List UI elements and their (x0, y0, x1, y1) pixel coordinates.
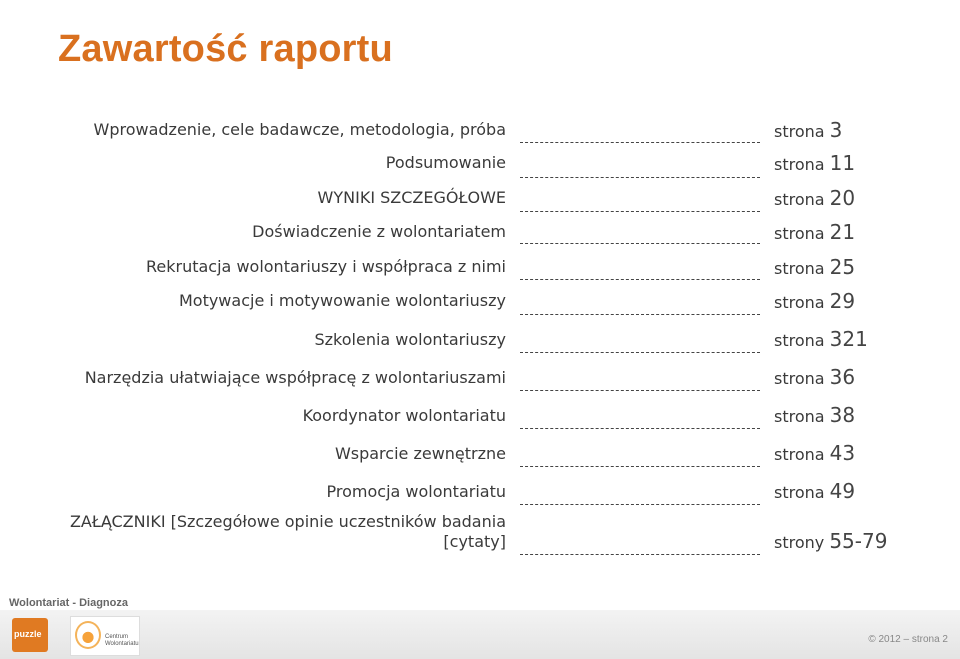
toc-leader (520, 279, 760, 280)
toc-page-number: 36 (829, 365, 856, 389)
toc-page-word: strona (774, 407, 825, 426)
toc-page (774, 329, 868, 351)
toc-leader (520, 428, 760, 429)
toc-page-number: 20 (829, 186, 856, 210)
footer-title: Wolontariat - Diagnoza (9, 597, 128, 609)
toc-leader (520, 504, 760, 505)
footer-page-number: © 2012 – strona 2 (868, 634, 948, 645)
toc-label: Rekrutacja wolontariuszy i współpraca z nimi (146, 257, 506, 276)
toc-leader (520, 390, 760, 391)
toc-label: Podsumowanie (385, 153, 506, 172)
toc-page-word: strona (774, 369, 825, 388)
toc-leader (520, 466, 760, 467)
toc-page-number: 21 (829, 220, 856, 244)
toc-page-number: 49 (829, 479, 856, 503)
toc-label: Narzędzia ułatwiające współpracę z wolontariuszami (84, 368, 506, 387)
toc-page-word: strona (774, 445, 825, 464)
toc-page-number: 29 (829, 289, 856, 313)
toc-page-number: 11 (829, 151, 856, 175)
toc-page-word: strona (774, 224, 825, 243)
toc-page-word: strony (774, 533, 825, 552)
toc-label: Szkolenia wolontariuszy (314, 330, 506, 349)
toc-label: Promocja wolontariatu (326, 482, 506, 501)
hand-icon (75, 621, 101, 649)
toc-page-word: strona (774, 483, 825, 502)
toc-page-word: strona (774, 331, 825, 350)
toc-label: Koordynator wolontariatu (302, 406, 506, 425)
toc-label: Wprowadzenie, cele badawcze, metodologia, próba (93, 120, 506, 139)
toc-page (774, 367, 855, 389)
toc-label: Wsparcie zewnętrzne (334, 444, 506, 463)
toc-page-number: 3 (829, 118, 843, 142)
toc-leader (520, 177, 760, 178)
toc-label: WYNIKI SZCZEGÓŁOWE (317, 188, 506, 207)
toc-page (774, 405, 855, 427)
toc-page (774, 120, 842, 142)
toc-leader (520, 352, 760, 353)
toc-page-number: 43 (829, 441, 856, 465)
toc-leader (520, 142, 760, 143)
toc-page (774, 481, 855, 503)
toc-page-word: strona (774, 190, 825, 209)
toc-page (774, 188, 855, 210)
puzzle-logo-icon (12, 618, 48, 652)
footer-band (0, 610, 960, 659)
toc-page-number: 38 (829, 403, 856, 427)
toc-page (774, 257, 855, 279)
centrum-wolontariatu-logo-icon (70, 616, 140, 656)
toc-label: Motywacje i motywowanie wolontariuszy (178, 291, 506, 310)
toc-page-word: strona (774, 122, 825, 141)
toc-leader (520, 243, 760, 244)
toc-label: ZAŁĄCZNIKI [Szczegółowe opinie uczestników badania [cytaty] (69, 512, 506, 551)
toc-page-word: strona (774, 259, 825, 278)
toc-page-number: 55-79 (829, 529, 888, 553)
toc-page-number: 321 (829, 327, 868, 351)
toc-page-word: strona (774, 155, 825, 174)
toc-page-word: strona (774, 293, 825, 312)
toc-page (774, 291, 855, 313)
toc-page (774, 443, 855, 465)
page-title: Zawartość raportu (58, 28, 393, 70)
toc-leader (520, 314, 760, 315)
toc-page (774, 153, 855, 175)
toc-page-number: 25 (829, 255, 856, 279)
toc-label: Doświadczenie z wolontariatem (252, 222, 506, 241)
logo-cw-text: Centrum Wolontariatu (105, 634, 139, 647)
toc-page (774, 531, 887, 553)
toc-leader (520, 554, 760, 555)
toc-leader (520, 211, 760, 212)
puzzle-logo-text: puzzle (14, 629, 42, 639)
toc-page (774, 222, 855, 244)
